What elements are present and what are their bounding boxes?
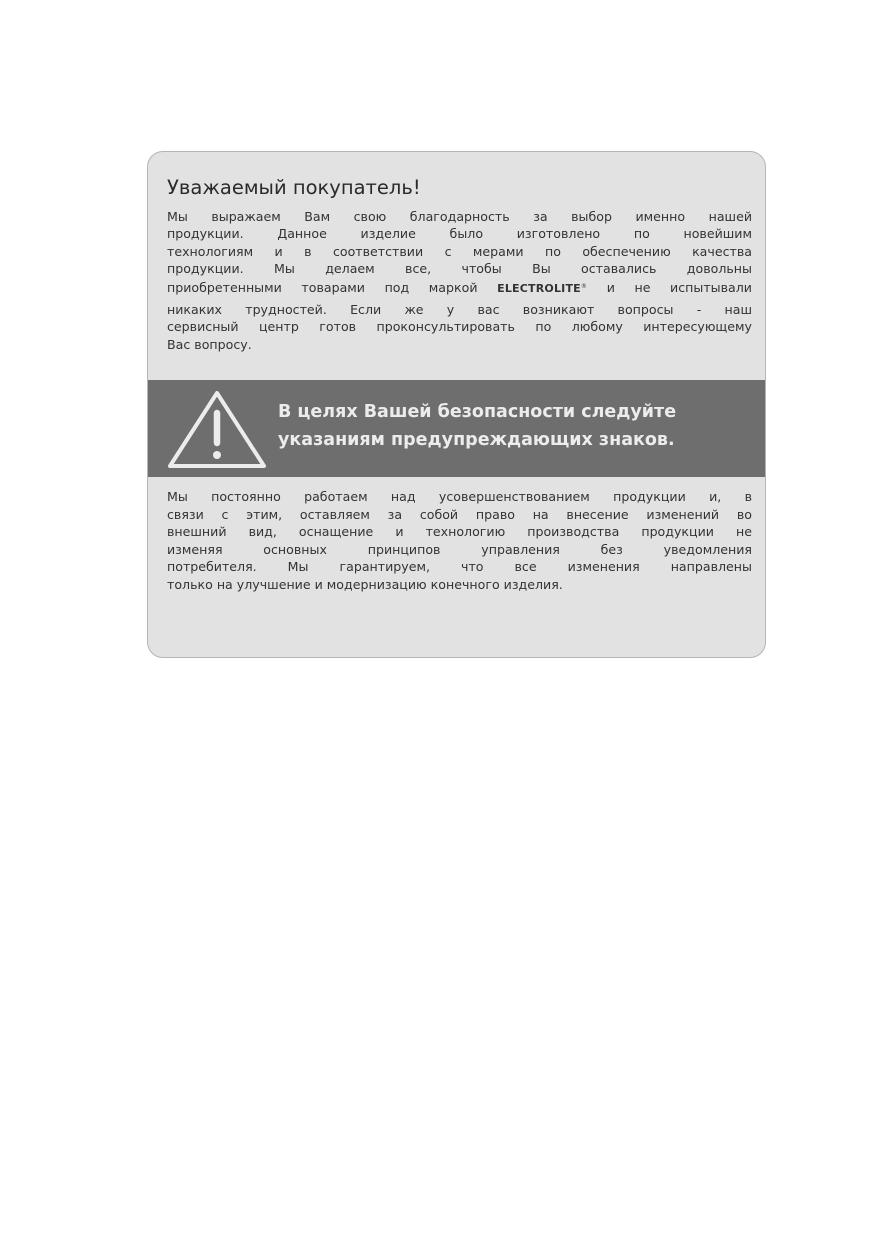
intro-paragraph xyxy=(167,208,752,353)
outro-line: изменяя основных принципов управления без уведомления xyxy=(167,541,752,557)
intro-line-with-brand xyxy=(167,278,752,295)
intro-line-part: приобретенными товарами под маркой xyxy=(167,279,478,295)
safety-warning-band xyxy=(148,380,765,477)
brand-name xyxy=(497,282,587,295)
warning-triangle-icon xyxy=(166,389,268,469)
customer-notice-card xyxy=(147,151,766,658)
outro-line: связи с этим, оставляем за собой право на внесение изменений во xyxy=(167,506,752,522)
intro-line: никаких трудностей. Если же у вас возникают вопросы - наш xyxy=(167,301,752,317)
outro-line: Мы постоянно работаем над усовершенствованием продукции и, в xyxy=(167,489,752,504)
intro-line: технологиям и в соответствии с мерами по обеспечению качества xyxy=(167,243,752,259)
intro-line: продукции. Мы делаем все, чтобы Вы оставались довольны xyxy=(167,261,752,277)
registered-mark: ® xyxy=(580,282,588,290)
brand-text: ELECTROLITE xyxy=(497,281,581,295)
intro-line: сервисный центр готов проконсультировать по любому интересующему xyxy=(167,319,752,335)
outro-paragraph xyxy=(167,488,752,594)
intro-line: продукции. Данное изделие было изготовлено по новейшим xyxy=(167,226,752,242)
safety-warning-text xyxy=(278,398,748,454)
outro-line: внешний вид, оснащение и технологию производства продукции не xyxy=(167,524,752,540)
greeting-heading: Уважаемый покупатель! xyxy=(167,176,421,199)
warning-line: В целях Вашей безопасности следуйте xyxy=(278,402,677,422)
outro-line: только на улучшение и модернизацию конечного изделия. xyxy=(167,576,563,592)
warning-line: указаниям предупреждающих знаков. xyxy=(278,430,675,450)
outro-line: потребителя. Мы гарантируем, что все изменения направлены xyxy=(167,559,752,575)
intro-line: Вас вопросу. xyxy=(167,336,252,352)
intro-line: Мы выражаем Вам свою благодарность за выбор именно нашей xyxy=(167,209,752,224)
intro-line-part: и не испытывали xyxy=(606,279,752,295)
